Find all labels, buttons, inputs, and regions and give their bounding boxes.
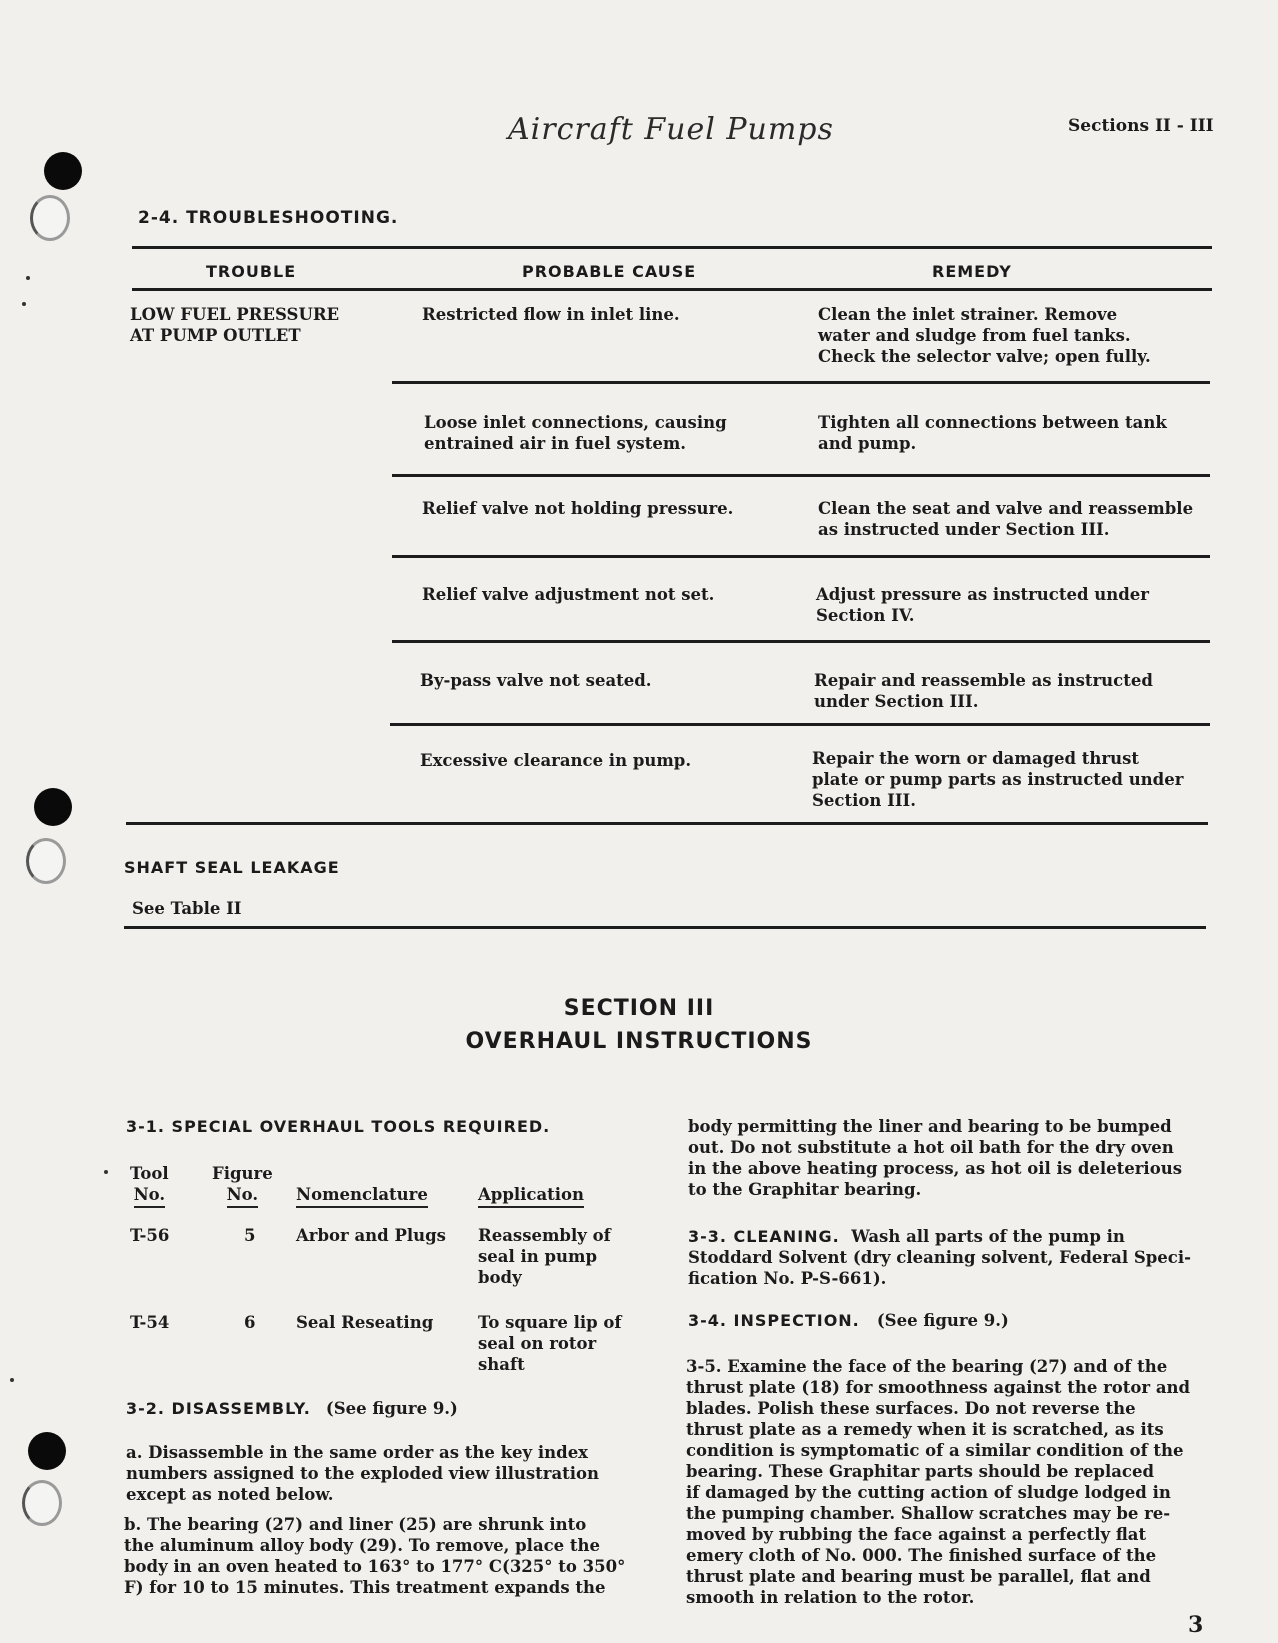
disassembly-continued: body permitting the liner and bearing to be bumped out. Do not substitute a hot oil bath for the dry oven in the above heating process, as hot oil is deleterious to the Graphitar bearing. — [688, 1117, 1182, 1199]
col-nomenclature: Nomenclature — [296, 1184, 428, 1208]
see-table-note: See Table II — [132, 899, 242, 918]
cause-6: Excessive clearance in pump. — [420, 751, 692, 770]
table-top-rule — [132, 246, 1212, 249]
col-tool-no: Tool No. — [130, 1163, 169, 1208]
binder-hole — [34, 788, 72, 826]
application: Reassembly of seal in pump body — [478, 1226, 611, 1287]
troubleshooting-heading: 2-4. TROUBLESHOOTING. — [138, 208, 399, 228]
cause-5: By-pass valve not seated. — [420, 671, 652, 690]
col-application: Application — [478, 1184, 584, 1208]
trouble-low-fuel-pressure: LOW FUEL PRESSURE AT PUMP OUTLET — [130, 305, 340, 345]
figure-no: 5 — [244, 1226, 256, 1245]
tools-heading: 3-1. SPECIAL OVERHAUL TOOLS REQUIRED. — [126, 1117, 551, 1136]
remedy-1: Clean the inlet strainer. Remove water and sludge from fuel tanks. Check the selector valve; open fully. — [818, 305, 1151, 366]
inspection-para-3-5: 3-5. Examine the face of the bearing (27) and of the thrust plate (18) for smoothness against the rotor and blades. Polish these surfaces. Do not reverse the thrust plate as a remedy when it is scratched, as its condition is symptomatic of a similar condition of the bearing. These Graphitar parts should be replaced if damaged by the cutting action of sludge lodged in the pumping chamber. Shallow scratches may be re- moved by rubbing the face against a perfectly flat emery cloth of No. 000. The finished surface of the thrust plate and bearing must be parallel, flat and smooth in relation to the rotor. — [686, 1357, 1191, 1607]
document-title: Aircraft Fuel Pumps — [508, 112, 834, 147]
nomenclature: Arbor and Plugs — [296, 1226, 446, 1245]
nomenclature: Seal Reseating — [296, 1313, 434, 1332]
remedy-4: Adjust pressure as instructed under Section IV. — [816, 585, 1149, 625]
row-rule — [392, 640, 1210, 643]
row-rule — [392, 381, 1210, 384]
col-probable-cause: PROBABLE CAUSE — [522, 262, 697, 281]
cleaning-para: 3-3. CLEANING. Wash all parts of the pump in Stoddard Solvent (dry cleaning solvent, Federal Speci- fication No. P-S-661). — [688, 1227, 1191, 1288]
binder-hole-ring — [26, 838, 66, 884]
binder-hole — [44, 152, 82, 190]
disassembly-para-a: a. Disassemble in the same order as the key index numbers assigned to the exploded view illustration except as noted below. — [126, 1443, 600, 1504]
binder-hole — [28, 1432, 66, 1470]
table-bottom-rule — [124, 926, 1206, 929]
cause-3: Relief valve not holding pressure. — [422, 499, 734, 518]
cause-4: Relief valve adjustment not set. — [422, 585, 715, 604]
col-trouble: TROUBLE — [206, 262, 297, 281]
row-rule — [392, 474, 1210, 477]
application: To square lip of seal on rotor shaft — [478, 1313, 622, 1374]
remedy-5: Repair and reassemble as instructed under Section III. — [814, 671, 1153, 711]
col-figure-no: Figure No. — [212, 1163, 273, 1208]
tool-no: T-54 — [130, 1313, 170, 1332]
cause-1: Restricted flow in inlet line. — [422, 305, 680, 324]
inspection-heading-line: 3-4. INSPECTION. (See figure 9.) — [688, 1311, 1009, 1330]
table-rule — [126, 822, 1208, 825]
disassembly-para-b: b. The bearing (27) and liner (25) are shrunk into the aluminum alloy body (29). To remove, place the body in an oven heated to 163° to 177° C(325° to 350° F) for 10 to 15 minutes. This treatment expands the — [124, 1515, 626, 1597]
cause-2: Loose inlet connections, causing entrained air in fuel system. — [424, 413, 727, 453]
row-rule — [392, 555, 1210, 558]
remedy-3: Clean the seat and valve and reassemble as instructed under Section III. — [818, 499, 1194, 539]
binder-hole-ring — [30, 195, 70, 241]
page-number: 3 — [1188, 1612, 1204, 1638]
section-title: SECTION III — [563, 996, 715, 1021]
row-rule — [390, 723, 1210, 726]
binder-hole-ring — [22, 1480, 62, 1526]
section-subtitle: OVERHAUL INSTRUCTIONS — [465, 1029, 813, 1054]
section-label: Sections II - III — [1068, 116, 1214, 136]
table-header-rule — [132, 288, 1212, 291]
cleaning-heading: 3-3. CLEANING. — [688, 1227, 840, 1246]
remedy-6: Repair the worn or damaged thrust plate or pump parts as instructed under Section III. — [812, 749, 1184, 810]
tool-no: T-56 — [130, 1226, 170, 1245]
figure-no: 6 — [244, 1313, 256, 1332]
disassembly-heading-line: 3-2. DISASSEMBLY. (See figure 9.) — [126, 1399, 458, 1418]
col-remedy: REMEDY — [932, 262, 1012, 281]
trouble-shaft-seal-leakage: SHAFT SEAL LEAKAGE — [124, 858, 340, 877]
remedy-2: Tighten all connections between tank and pump. — [818, 413, 1167, 453]
